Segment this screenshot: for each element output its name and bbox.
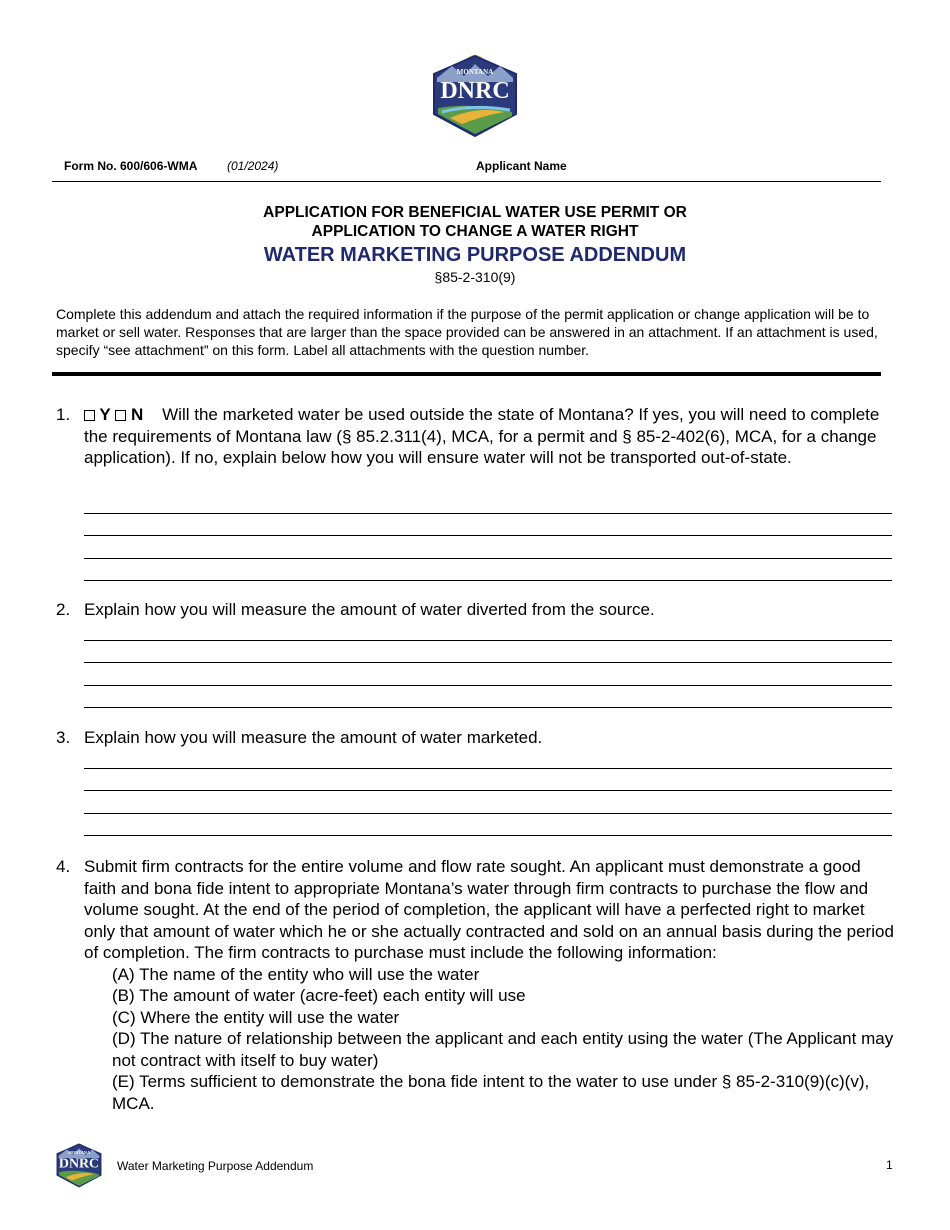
question-number: 4. — [56, 857, 71, 876]
footer-logo — [56, 1142, 102, 1188]
answer-lines-2[interactable] — [84, 618, 892, 708]
form-number: Form No. 600/606-WMA — [64, 159, 198, 173]
svg-text:DNRC: DNRC — [58, 1156, 100, 1172]
requirement-item: (D) The nature of relationship between the applicant and each entity using the water (The Applicant may not contract with itself to buy water) — [112, 1029, 894, 1070]
question-4 — [56, 856, 896, 1114]
question-text: Submit firm contracts for the entire volume and flow rate sought. An applicant must demonstrate a good faith and bona fide intent to appropriate Montana’s water through firm contracts to purchase the flow and volume sought. At the end of the period of completion, the applicant will have a perfected right to market only that amount of water which he or she actually contracted and sold on an annual basis during the period of completion. The firm contracts to purchase must include the following information: — [84, 857, 894, 962]
question-number: 1. — [56, 405, 71, 424]
svg-text:DNRC: DNRC — [440, 78, 510, 104]
requirement-item: (C) Where the entity will use the water — [112, 1007, 400, 1027]
title-line-1: APPLICATION FOR BENEFICIAL WATER USE PERMIT OR — [263, 204, 687, 221]
no-label: N — [130, 405, 144, 424]
section-divider — [52, 372, 881, 376]
svg-text:MONTANA: MONTANA — [67, 1149, 91, 1155]
form-date: (01/2024) — [227, 159, 279, 173]
requirement-item: (B) The amount of water (acre-feet) each entity will use — [112, 986, 526, 1005]
answer-line[interactable] — [84, 769, 892, 792]
instructions-paragraph: Complete this addendum and attach the required information if the purpose of the permit application or change application will be to market or sell water. Responses that are larger than the space provided can be answered in an attachment. If an attachment is used, specify “see attachment” on this form. Label all attachments with the question number. — [56, 306, 878, 358]
page-number: 1 — [886, 1158, 893, 1172]
yes-checkbox[interactable] — [84, 410, 95, 421]
title-block — [0, 203, 950, 286]
answer-lines-3[interactable] — [84, 746, 892, 836]
question-text: Will the marketed water be used outside the state of Montana? If yes, you will need to complete the requirements of Montana law (§ 85.2.311(4), MCA, for a permit and § 85-2-402(6), MCA, for a change application). If no, explain below how you will ensure water will not be transported out-of-state. — [84, 405, 880, 467]
question-number: 3. — [56, 728, 71, 747]
answer-line[interactable] — [84, 641, 892, 664]
answer-line[interactable] — [84, 618, 892, 641]
statute-reference: §85-2-310(9) — [434, 269, 516, 285]
yes-label: Y — [99, 405, 111, 424]
answer-line[interactable] — [84, 514, 892, 537]
requirement-item: (E) Terms sufficient to demonstrate the bona fide intent to the water to use under § 85-2-310(9)(c)(v), MCA. — [112, 1072, 870, 1113]
answer-line[interactable] — [84, 746, 892, 769]
question-1 — [56, 404, 896, 469]
dnrc-logo-graphic — [432, 52, 518, 138]
footer-logo-graphic — [56, 1142, 102, 1188]
requirement-item: (A) The name of the entity who will use the water — [112, 964, 480, 984]
applicant-name-label: Applicant Name — [476, 159, 567, 173]
answer-line[interactable] — [84, 791, 892, 814]
title-line-2: APPLICATION TO CHANGE A WATER RIGHT — [311, 223, 639, 240]
answer-line[interactable] — [84, 491, 892, 514]
answer-line[interactable] — [84, 814, 892, 837]
addendum-title: WATER MARKETING PURPOSE ADDENDUM — [263, 244, 687, 266]
answer-line[interactable] — [84, 536, 892, 559]
answer-line[interactable] — [84, 686, 892, 709]
answer-line[interactable] — [84, 663, 892, 686]
dnrc-logo — [432, 52, 518, 138]
question-text: Explain how you will measure the amount of water marketed. — [84, 728, 543, 747]
footer-title: Water Marketing Purpose Addendum — [117, 1159, 314, 1173]
no-checkbox[interactable] — [115, 410, 126, 421]
header-divider — [52, 181, 881, 182]
question-text: Explain how you will measure the amount of water diverted from the source. — [84, 600, 655, 619]
svg-text:MONTANA: MONTANA — [456, 68, 494, 76]
answer-line[interactable] — [84, 559, 892, 582]
answer-lines-1[interactable] — [84, 491, 892, 581]
question-number: 2. — [56, 600, 71, 619]
